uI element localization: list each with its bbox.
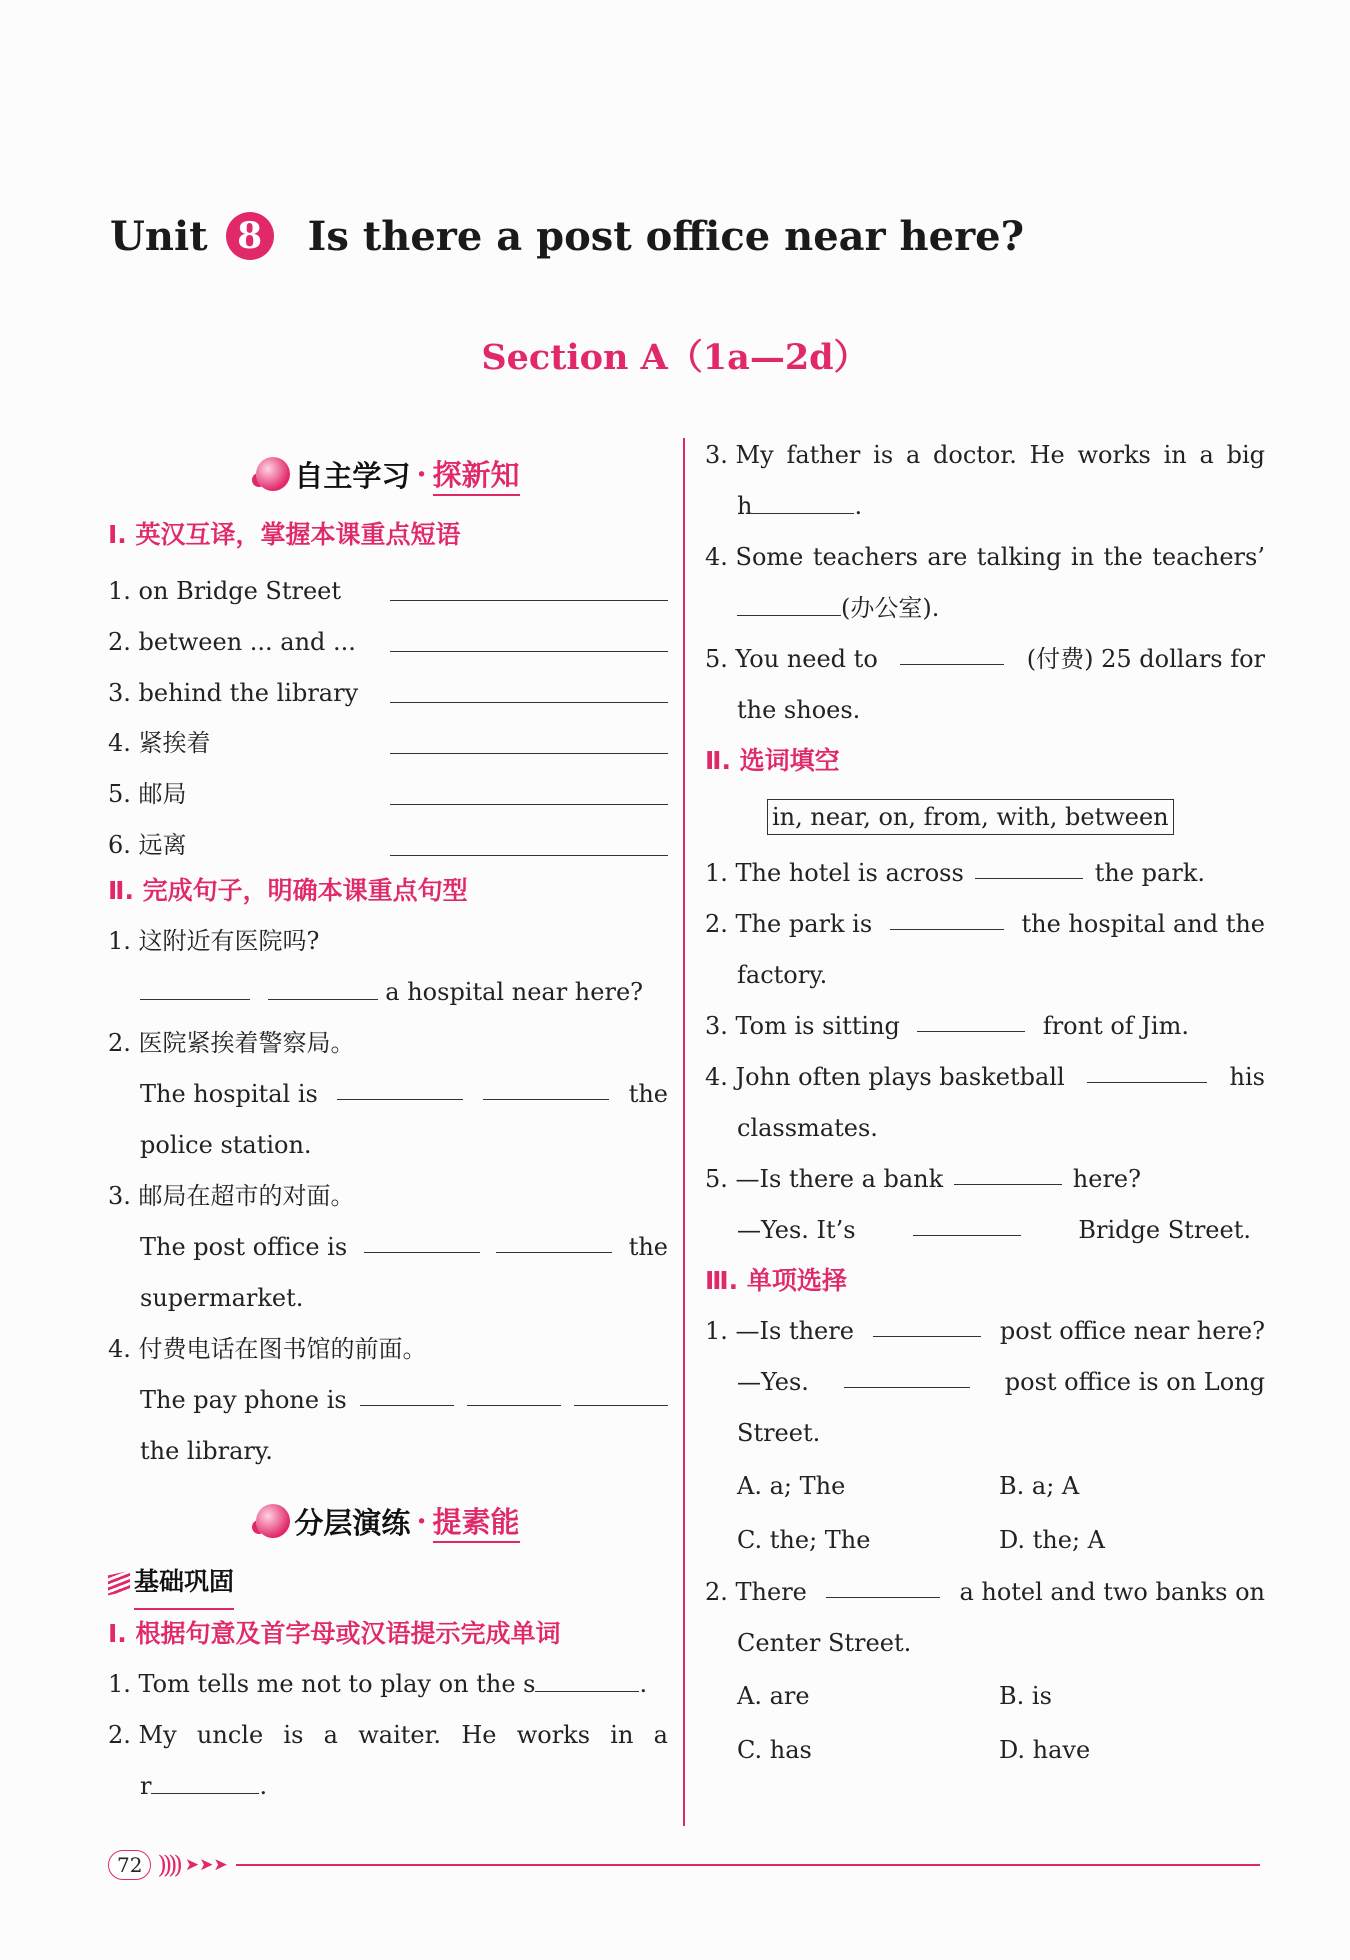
q-line	[705, 899, 1265, 950]
phrase-text: 1. on Bridge Street	[108, 577, 342, 605]
q-hint: (办公室).	[841, 594, 940, 622]
part3-heading: Ⅲ. 单项选择	[705, 1266, 847, 1295]
unit-number-badge: 8	[226, 212, 274, 260]
q-line-cont	[705, 481, 1265, 532]
q-text: Bridge Street.	[1078, 1216, 1251, 1244]
q-line-cont	[705, 583, 1265, 634]
q-en	[108, 1222, 668, 1273]
q-text: 4. John often plays basketball	[705, 1063, 1065, 1091]
options-row	[705, 1459, 1265, 1513]
banner-accent: 提素能	[433, 1500, 520, 1543]
blank[interactable]	[890, 899, 1004, 930]
q-answer-line	[705, 1357, 1265, 1408]
q-line	[705, 1306, 1265, 1357]
q-en	[108, 967, 668, 1018]
unit-heading: Is there a post office near here?	[307, 212, 1025, 260]
q-text: the park.	[1094, 859, 1205, 887]
q-word: 3. My	[705, 441, 774, 469]
q-text: The post office is	[140, 1233, 348, 1261]
blank[interactable]	[917, 1001, 1025, 1032]
q-word: waiter.	[358, 1721, 442, 1749]
q-text: h	[737, 492, 753, 520]
q-text: post office near here?	[999, 1317, 1265, 1345]
banner-practice	[108, 1485, 668, 1557]
part1-heading: Ⅰ. 英汉互译，掌握本课重点短语	[108, 520, 461, 549]
q-line-cont: the shoes.	[737, 696, 861, 724]
q-line	[705, 1567, 1265, 1618]
q-text: 1. The hotel is across	[705, 859, 964, 887]
option-c[interactable]: C. has	[737, 1736, 812, 1764]
q-word: teachers’	[1152, 543, 1265, 571]
phrase-item	[108, 713, 668, 764]
blank[interactable]	[826, 1567, 940, 1598]
right-column	[705, 430, 1265, 1777]
subheading	[108, 1557, 668, 1609]
q-word: the	[1103, 543, 1143, 571]
q-word: 4. Some	[705, 543, 804, 571]
double-arrow-icon: ➤➤➤	[184, 1855, 228, 1875]
q-line	[108, 1710, 668, 1761]
q-word: a	[1199, 441, 1214, 469]
blank[interactable]	[752, 483, 854, 514]
q-text: the	[628, 1233, 668, 1261]
blank[interactable]	[337, 1069, 463, 1100]
unit-label: Unit	[110, 212, 208, 260]
q-text: 1. Tom tells me not to play on the s	[108, 1670, 536, 1698]
q-line-cont	[108, 1761, 668, 1812]
q-word: in	[1070, 543, 1095, 571]
part3-heading: Ⅰ. 根据句意及首字母或汉语提示完成单词	[108, 1619, 561, 1648]
q-cn: 2. 医院紧挨着警察局。	[108, 1029, 355, 1057]
blank[interactable]	[268, 969, 378, 1000]
blank[interactable]	[844, 1357, 970, 1388]
part2-heading: Ⅱ. 选词填空	[705, 746, 840, 775]
blank[interactable]	[1087, 1052, 1207, 1083]
q-line	[705, 634, 1265, 685]
option-c[interactable]: C. the; The	[737, 1526, 871, 1554]
option-b[interactable]: B. a; A	[999, 1472, 1080, 1500]
q-answer-line	[705, 1205, 1265, 1256]
word-bank	[705, 786, 1265, 848]
word-bank-box: in, near, on, from, with, between	[767, 799, 1174, 835]
q-line-cont: classmates.	[737, 1114, 878, 1142]
answer-line[interactable]	[390, 753, 668, 754]
book-icon	[108, 1571, 130, 1596]
answer-line[interactable]	[390, 804, 668, 805]
q-line	[705, 1001, 1265, 1052]
q-line	[705, 532, 1265, 583]
q-text: 3. Tom is sitting	[705, 1012, 900, 1040]
q-text: his	[1229, 1063, 1265, 1091]
unit-title	[110, 212, 1024, 260]
q-cn: 4. 付费电话在图书馆的前面。	[108, 1335, 427, 1363]
q-text: The hospital is	[140, 1080, 318, 1108]
banner-main: 自主学习	[294, 458, 411, 493]
q-word: works	[1077, 441, 1151, 469]
phrase-item	[108, 764, 668, 815]
q-text: 2. There	[705, 1578, 807, 1606]
q-word: 2. My	[108, 1721, 177, 1749]
q-text: .	[854, 492, 863, 520]
q-text: a hotel and two banks on	[959, 1578, 1265, 1606]
q-text: post office is on Long	[1004, 1368, 1265, 1396]
q-cn: 1. 这附近有医院吗?	[108, 927, 320, 955]
q-word: teachers	[812, 543, 918, 571]
phrase-text: 4. 紧挨着	[108, 729, 211, 757]
q-text: 5. —Is there a bank	[705, 1165, 944, 1193]
q-text: 5. You need to	[705, 645, 878, 673]
q-text: —Yes. It’s	[737, 1216, 856, 1244]
q-word: is	[283, 1721, 304, 1749]
option-a[interactable]: A. are	[737, 1682, 810, 1710]
q-line-cont: Center Street.	[737, 1629, 912, 1657]
q-word: in	[1163, 441, 1187, 469]
q-word: He	[461, 1721, 497, 1749]
page-footer	[108, 1845, 1260, 1885]
phrase-text: 2. between ... and ...	[108, 628, 356, 656]
options-row	[705, 1723, 1265, 1777]
q-cn: 3. 邮局在超市的对面。	[108, 1182, 355, 1210]
column-divider	[683, 438, 685, 1826]
q-line	[108, 1659, 668, 1710]
blank[interactable]	[873, 1306, 981, 1337]
options-row	[705, 1513, 1265, 1567]
q-word: is	[873, 441, 894, 469]
phrase-text: 6. 远离	[108, 831, 187, 859]
phrase-text: 3. behind the library	[108, 679, 359, 707]
q-en-cont: the library.	[140, 1437, 273, 1465]
q-word: a	[653, 1721, 668, 1749]
q-word: a	[905, 441, 921, 469]
answer-line[interactable]	[390, 702, 668, 703]
blank[interactable]	[900, 634, 1004, 665]
q-en-cont: police station.	[140, 1131, 312, 1159]
q-text: The pay phone is	[140, 1386, 347, 1414]
section-title: Section A（1a—2d）	[481, 337, 869, 378]
q-word: are	[927, 543, 968, 571]
blank[interactable]	[574, 1375, 668, 1406]
option-d[interactable]: D. have	[999, 1736, 1091, 1764]
q-word: in	[610, 1721, 634, 1749]
left-column	[108, 430, 668, 1812]
banner-main: 分层演练	[294, 1505, 411, 1540]
banner-self-study	[108, 438, 668, 510]
q-text: the	[628, 1080, 668, 1108]
q-line-cont: factory.	[737, 961, 828, 989]
answer-line[interactable]	[390, 855, 668, 856]
q-text: —Yes.	[737, 1368, 809, 1396]
q-word: father	[786, 441, 861, 469]
q-hint: (付费) 25 dollars for	[1026, 645, 1265, 673]
option-a[interactable]: A. a; The	[737, 1472, 846, 1500]
phrase-item	[108, 560, 668, 611]
phrase-item	[108, 662, 668, 713]
answer-line[interactable]	[390, 600, 668, 601]
q-text: the hospital and the	[1021, 910, 1265, 938]
q-word: works	[516, 1721, 591, 1749]
option-d[interactable]: D. the; A	[999, 1526, 1105, 1554]
q-word: doctor.	[933, 441, 1017, 469]
blank[interactable]	[467, 1375, 561, 1406]
q-word: big	[1226, 441, 1265, 469]
blank[interactable]	[496, 1222, 612, 1253]
q-line	[705, 430, 1265, 481]
q-en	[108, 1069, 668, 1120]
footer-rule	[236, 1864, 1260, 1866]
blank[interactable]	[975, 848, 1083, 879]
ball-icon	[256, 1504, 290, 1538]
blank[interactable]	[364, 1222, 480, 1253]
q-en	[108, 1375, 668, 1426]
q-en-cont: supermarket.	[140, 1284, 304, 1312]
blank[interactable]	[913, 1205, 1021, 1236]
q-line	[705, 1052, 1265, 1103]
banner-dot: ·	[416, 1504, 427, 1538]
phrase-item	[108, 815, 668, 866]
phrase-item	[108, 611, 668, 662]
q-text: here?	[1072, 1165, 1141, 1193]
q-line	[705, 1154, 1265, 1205]
q-text: 1. —Is there	[705, 1317, 854, 1345]
q-text: a hospital near here?	[385, 978, 644, 1006]
banner-dot: ·	[416, 457, 427, 491]
q-line	[705, 848, 1265, 899]
blank[interactable]	[737, 585, 841, 616]
q-text: front of Jim.	[1042, 1012, 1189, 1040]
blank[interactable]	[535, 1661, 639, 1692]
blank[interactable]	[954, 1154, 1062, 1185]
wave-icon: ))))	[157, 1851, 179, 1879]
q-line-cont: Street.	[737, 1419, 821, 1447]
q-word: uncle	[196, 1721, 264, 1749]
part2-heading: Ⅱ. 完成句子，明确本课重点句型	[108, 876, 468, 905]
page-number: 72	[108, 1850, 151, 1880]
option-b[interactable]: B. is	[999, 1682, 1052, 1710]
q-text: 2. The park is	[705, 910, 873, 938]
q-word: talking	[976, 543, 1062, 571]
blank[interactable]	[140, 969, 250, 1000]
blank[interactable]	[360, 1375, 454, 1406]
blank[interactable]	[151, 1763, 259, 1794]
q-text: r	[140, 1772, 152, 1800]
q-text: .	[639, 1670, 648, 1698]
options-row	[705, 1669, 1265, 1723]
blank[interactable]	[483, 1069, 609, 1100]
answer-line[interactable]	[390, 651, 668, 652]
ball-icon	[256, 457, 290, 491]
phrase-text: 5. 邮局	[108, 780, 187, 808]
banner-accent: 探新知	[433, 453, 520, 496]
q-word: He	[1029, 441, 1065, 469]
q-word: a	[323, 1721, 338, 1749]
q-text: .	[259, 1772, 268, 1800]
subheading-label: 基础巩固	[134, 1556, 234, 1610]
